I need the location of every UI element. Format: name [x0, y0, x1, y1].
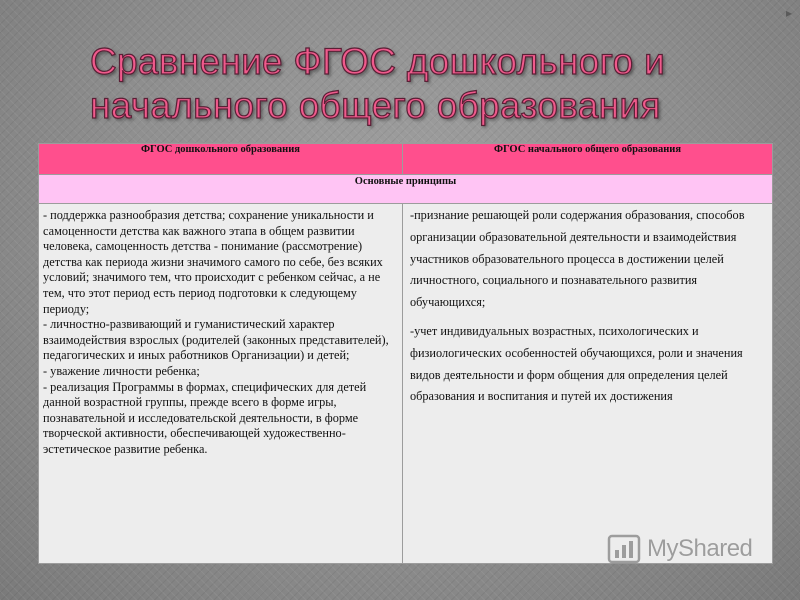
preschool-principle-1: - поддержка разнообразия детства; сохранение уникальности и самоценности детства как важного этапа в общем развитии человека, самоценность детства - понимание (рассмотрение) детства как периода жизни значимого самого по себе, без всяких условий; значимого тем, что происходит с ребенком сейчас, а не тем, что этот период есть период подготовки к следующему периоду; — [43, 208, 383, 316]
slide-title — [90, 40, 780, 128]
watermark — [607, 534, 752, 564]
preschool-principle-2: - личностно-развивающий и гуманистический характер взаимодействия взрослых (родителей (законных представителей), педагогических и иных работников Организации) и детей; — [43, 317, 389, 363]
corner-arrow-icon: ▸ — [785, 6, 792, 20]
table-header-row — [39, 144, 773, 175]
header-preschool: ФГОС дошкольного образования — [39, 144, 403, 175]
chart-bars-icon — [607, 534, 641, 564]
watermark-text: MyShared — [647, 535, 753, 562]
primary-principle-2: -учет индивидуальных возрастных, психологических и физиологических особенностей обучающихся, роли и значения видов деятельности и форм общения для определения целей образования и воспитания и путей их достижения — [410, 323, 743, 404]
preschool-principle-3: - уважение личности ребенка; — [43, 363, 200, 378]
slide-title-line-2: начального общего образования — [90, 85, 661, 126]
primary-principle-1: -признание решающей роли содержания образования, способов организации образовательной деятельности и взаимодействия участников образовательного процесса в достижении целей личностного, социального и познавательного развития обучающихся; — [410, 208, 745, 310]
preschool-principle-4: - реализация Программы в формах, специфических для детей данной возрастной группы, прежде всего в форме игры, познавательной и исследовательской деятельности, в форме творческой активности, обеспечивающей художественно-эстетическое развитие ребенка. — [43, 379, 367, 456]
primary-principles-cell — [403, 204, 773, 564]
section-title-principles: Основные принципы — [39, 175, 773, 204]
comparison-table — [38, 143, 773, 564]
preschool-principles-cell — [39, 204, 403, 564]
slide-title-line-1: Сравнение ФГОС дошкольного и — [90, 41, 666, 82]
principles-row — [39, 204, 773, 564]
header-primary: ФГОС начального общего образования — [403, 144, 773, 175]
section-row — [39, 175, 773, 204]
